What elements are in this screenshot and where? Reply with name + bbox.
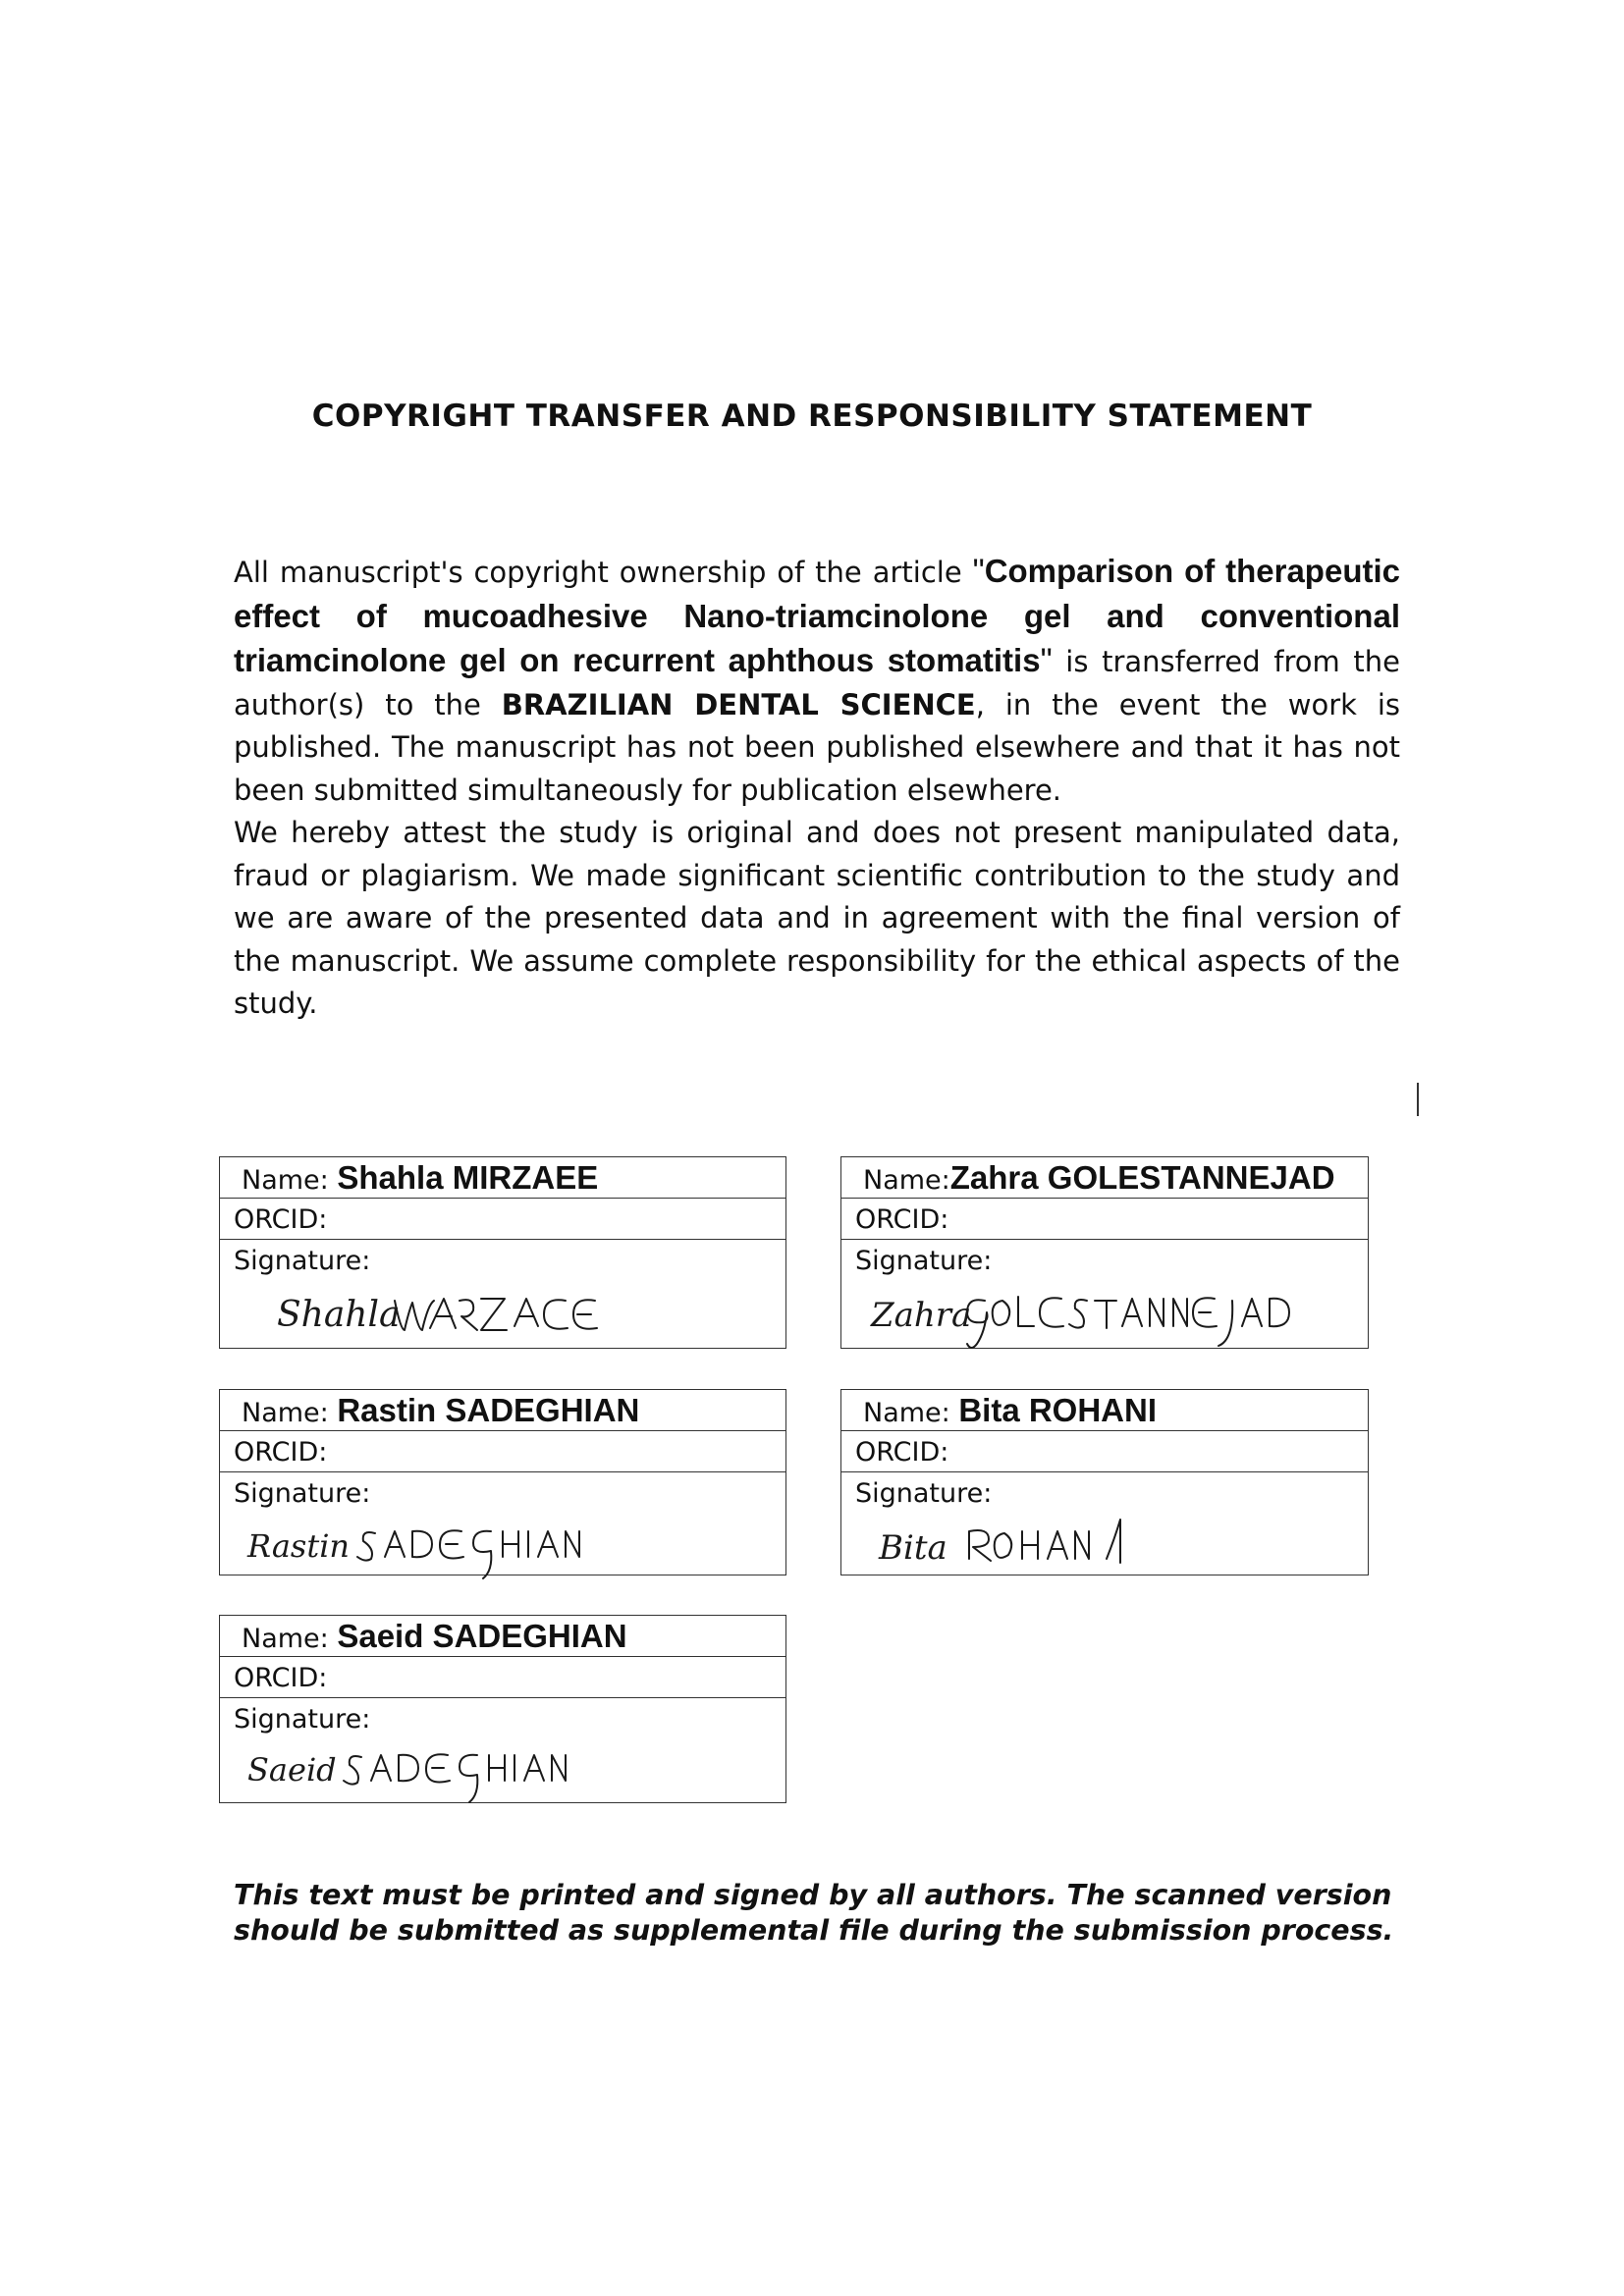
open-quote: " <box>972 553 985 590</box>
close-quote: " <box>1040 642 1053 679</box>
orcid-label: ORCID: <box>855 1437 949 1468</box>
name-label: Name: <box>242 1398 338 1428</box>
name-row <box>220 1157 785 1199</box>
name-label: Name: <box>863 1398 959 1428</box>
page-title: COPYRIGHT TRANSFER AND RESPONSIBILITY STATEMENT <box>311 399 1313 434</box>
author-name: Zahra GOLESTANNEJAD <box>949 1159 1335 1196</box>
handwritten-signature <box>238 1512 689 1580</box>
name-label: Name: <box>242 1165 338 1196</box>
author-name: Shahla MIRZAEE <box>337 1159 599 1196</box>
orcid-row <box>220 1657 785 1698</box>
name-label: Name: <box>863 1165 950 1196</box>
statement-text <box>234 550 1400 1026</box>
orcid-row <box>841 1199 1368 1240</box>
author-box <box>840 1156 1369 1349</box>
signature-area <box>220 1240 785 1335</box>
orcid-label: ORCID: <box>855 1204 949 1235</box>
text-cursor-mark <box>1417 1083 1419 1116</box>
orcid-label: ORCID: <box>234 1663 328 1693</box>
name-label: Name: <box>242 1624 338 1654</box>
orcid-row <box>220 1199 785 1240</box>
svg-text:Shahla: Shahla <box>277 1295 401 1335</box>
handwritten-signature <box>859 1279 1350 1358</box>
author-name: Bita ROHANI <box>958 1392 1158 1428</box>
author-box <box>840 1389 1369 1575</box>
signature-area <box>220 1472 785 1565</box>
signature-label: Signature: <box>855 1246 993 1276</box>
handwritten-signature <box>238 1279 630 1348</box>
signature-area <box>841 1472 1368 1568</box>
signature-label: Signature: <box>234 1246 371 1276</box>
author-name: Rastin SADEGHIAN <box>337 1392 640 1428</box>
signature-area <box>841 1240 1368 1335</box>
orcid-row <box>841 1431 1368 1472</box>
transfer-text: is transferred from the author(s) to the <box>234 645 1400 721</box>
orcid-label: ORCID: <box>234 1437 328 1468</box>
author-box <box>219 1615 786 1803</box>
author-box <box>219 1389 786 1575</box>
name-row <box>841 1157 1368 1199</box>
orcid-row <box>220 1431 785 1472</box>
svg-text:Zahra: Zahra <box>871 1296 972 1335</box>
author-name: Saeid SADEGHIAN <box>337 1618 627 1654</box>
transfer-paragraph <box>234 550 1400 812</box>
publication-text: , in the event the work is published. The manuscript has not been published elsewhere and that it has not been submitted simultaneously for publication elsewhere. <box>234 687 1400 807</box>
attestation-paragraph: We hereby attest the study is original and does not present manipulated data, fraud or plagiarism. We made significant scientific contribution to the study and we are aware of the presented data and in agreement with the final version of the manuscript. We assume complete responsibility for the ethical aspects of the study. <box>234 816 1400 1020</box>
author-box <box>219 1156 786 1349</box>
signature-label: Signature: <box>234 1478 371 1509</box>
signature-label: Signature: <box>855 1478 993 1509</box>
signature-area <box>220 1698 785 1789</box>
svg-text:Rastin: Rastin <box>247 1527 351 1565</box>
svg-text:Saeid: Saeid <box>247 1751 337 1789</box>
submission-instructions: This text must be printed and signed by all authors. The scanned version should be submitted as supplemental file during the submission process. <box>234 1879 1394 1947</box>
orcid-label: ORCID: <box>234 1204 328 1235</box>
svg-text:Bita: Bita <box>879 1528 947 1568</box>
name-row <box>220 1616 785 1657</box>
name-row <box>841 1390 1368 1431</box>
handwritten-signature <box>238 1737 670 1806</box>
name-row <box>220 1390 785 1431</box>
handwritten-signature <box>859 1512 1252 1580</box>
article-title: Comparison of therapeutic effect of mucoadhesive Nano-triamcinolone gel and conventional triamcinolone gel on recurrent aphthous stomatitis <box>234 553 1400 678</box>
intro-text: All manuscript's copyright ownership of the article <box>234 556 973 589</box>
signature-label: Signature: <box>234 1704 371 1735</box>
journal-name: BRAZILIAN DENTAL SCIENCE <box>501 687 976 721</box>
